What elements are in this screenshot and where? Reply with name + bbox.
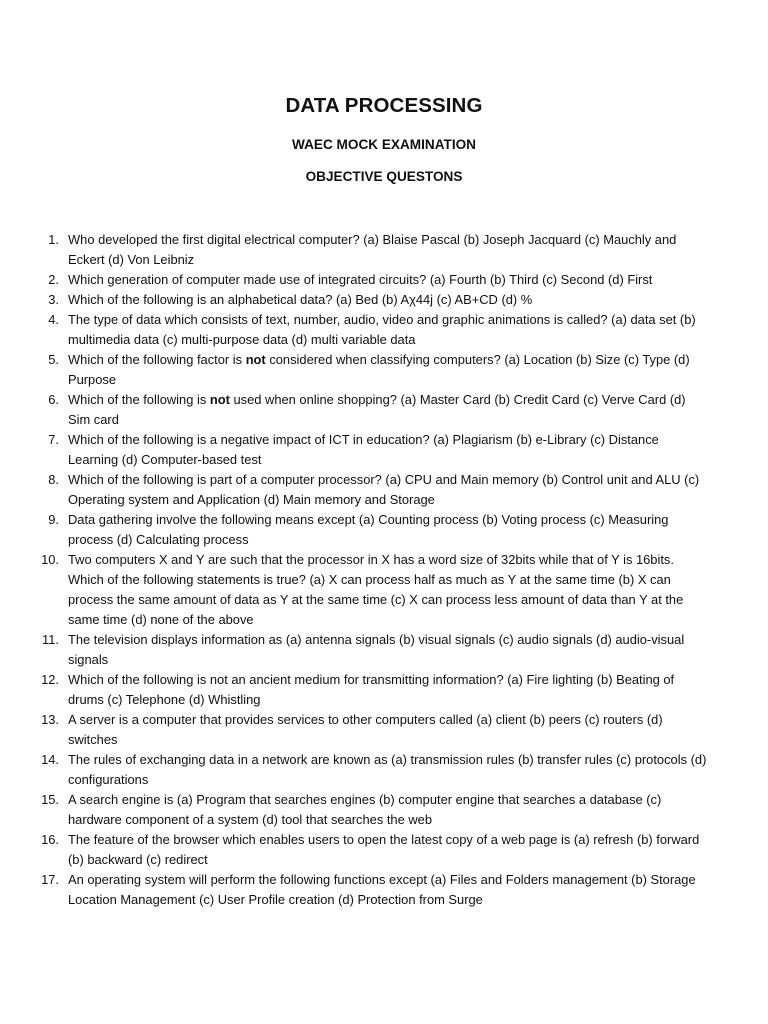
question-text: Which of the following is a negative impact of ICT in education? (a) Plagiarism (b) e-Library (c) Distance Learning (d) Computer-based test	[68, 432, 659, 467]
question-number: 1.	[48, 232, 59, 247]
question-text: Which generation of computer made use of integrated circuits? (a) Fourth (b) Third (c) Second (d) First	[68, 272, 653, 287]
question-item	[0, 430, 768, 470]
question-number: 5.	[48, 352, 59, 367]
question-item	[0, 230, 768, 270]
question-text: A search engine is (a) Program that searches engines (b) computer engine that searches a database (c) hardware component of a system (d) tool that searches the web	[68, 792, 662, 827]
question-item	[0, 670, 768, 710]
question-number: 6.	[48, 392, 59, 407]
question-text: Which of the following is part of a computer processor? (a) CPU and Main memory (b) Control unit and ALU (c) Operating system and Application (d) Main memory and Storage	[68, 472, 700, 507]
question-item	[0, 550, 768, 630]
question-text: An operating system will perform the following functions except (a) Files and Folders management (b) Storage Location Management (c) User Profile creation (d) Protection from Surge	[68, 872, 696, 907]
question-item	[0, 470, 768, 510]
question-number: 12.	[41, 672, 59, 687]
question-item	[0, 830, 768, 870]
question-item	[0, 630, 768, 670]
question-item	[0, 350, 768, 390]
question-number: 9.	[48, 512, 59, 527]
question-text: Data gathering involve the following means except (a) Counting process (b) Voting process (c) Measuring process (d) Calculating process	[68, 512, 669, 547]
question-item	[0, 790, 768, 830]
question-number: 11.	[42, 632, 59, 647]
question-text: Which of the following factor is not considered when classifying computers? (a) Location (b) Size (c) Type (d) Purpose	[68, 352, 690, 387]
question-item	[0, 510, 768, 550]
question-number: 13.	[41, 712, 59, 727]
question-number: 8.	[48, 472, 59, 487]
question-item	[0, 290, 768, 310]
question-number: 16.	[41, 832, 59, 847]
question-item	[0, 310, 768, 350]
question-text: Which of the following is an alphabetical data? (a) Bed (b) Aχ44j (c) AB+CD (d) %	[68, 292, 533, 307]
question-item	[0, 710, 768, 750]
question-item	[0, 390, 768, 430]
question-item	[0, 870, 768, 910]
question-number: 10.	[41, 552, 59, 567]
exam-subtitle: WAEC MOCK EXAMINATION	[291, 137, 476, 152]
document-title: DATA PROCESSING	[285, 94, 483, 117]
question-number: 3.	[48, 292, 59, 307]
question-item	[0, 750, 768, 790]
question-number: 2.	[48, 272, 59, 287]
question-number: 4.	[48, 312, 59, 327]
question-text: A server is a computer that provides services to other computers called (a) client (b) peers (c) routers (d) switches	[68, 712, 663, 747]
section-subtitle: OBJECTIVE QUESTONS	[305, 169, 463, 184]
question-text: Two computers X and Y are such that the processor in X has a word size of 32bits while that of Y is 16bits. Which of the following statements is true? (a) X can process half as much as Y at the same time (b) X can process the same amount of data as Y at the same time (c) X can process less amount of data than Y at the same time (d) none of the above	[68, 552, 684, 627]
question-item	[0, 270, 768, 290]
question-text: Which of the following is not used when online shopping? (a) Master Card (b) Credit Card (c) Verve Card (d) Sim card	[68, 392, 686, 427]
question-number: 17.	[41, 872, 59, 887]
question-text: The rules of exchanging data in a network are known as (a) transmission rules (b) transfer rules (c) protocols (d) configurations	[68, 752, 707, 787]
question-number: 7.	[48, 432, 59, 447]
emphasis-not: not	[209, 392, 230, 407]
question-text: The feature of the browser which enables users to open the latest copy of a web page is (a) refresh (b) forward (b) backward (c) redirect	[68, 832, 700, 867]
question-list	[0, 230, 768, 910]
question-text: Who developed the first digital electrical computer? (a) Blaise Pascal (b) Joseph Jacquard (c) Mauchly and Eckert (d) Von Leibniz	[68, 232, 677, 267]
question-text: The television displays information as (a) antenna signals (b) visual signals (c) audio signals (d) audio-visual signals	[68, 632, 685, 667]
question-number: 15.	[41, 792, 59, 807]
question-number: 14.	[41, 752, 59, 767]
question-text: The type of data which consists of text, number, audio, video and graphic animations is called? (a) data set (b) multimedia data (c) multi-purpose data (d) multi variable data	[68, 312, 696, 347]
emphasis-not: not	[245, 352, 266, 367]
question-text: Which of the following is not an ancient medium for transmitting information? (a) Fire lighting (b) Beating of drums (c) Telephone (d) Whistling	[68, 672, 675, 707]
